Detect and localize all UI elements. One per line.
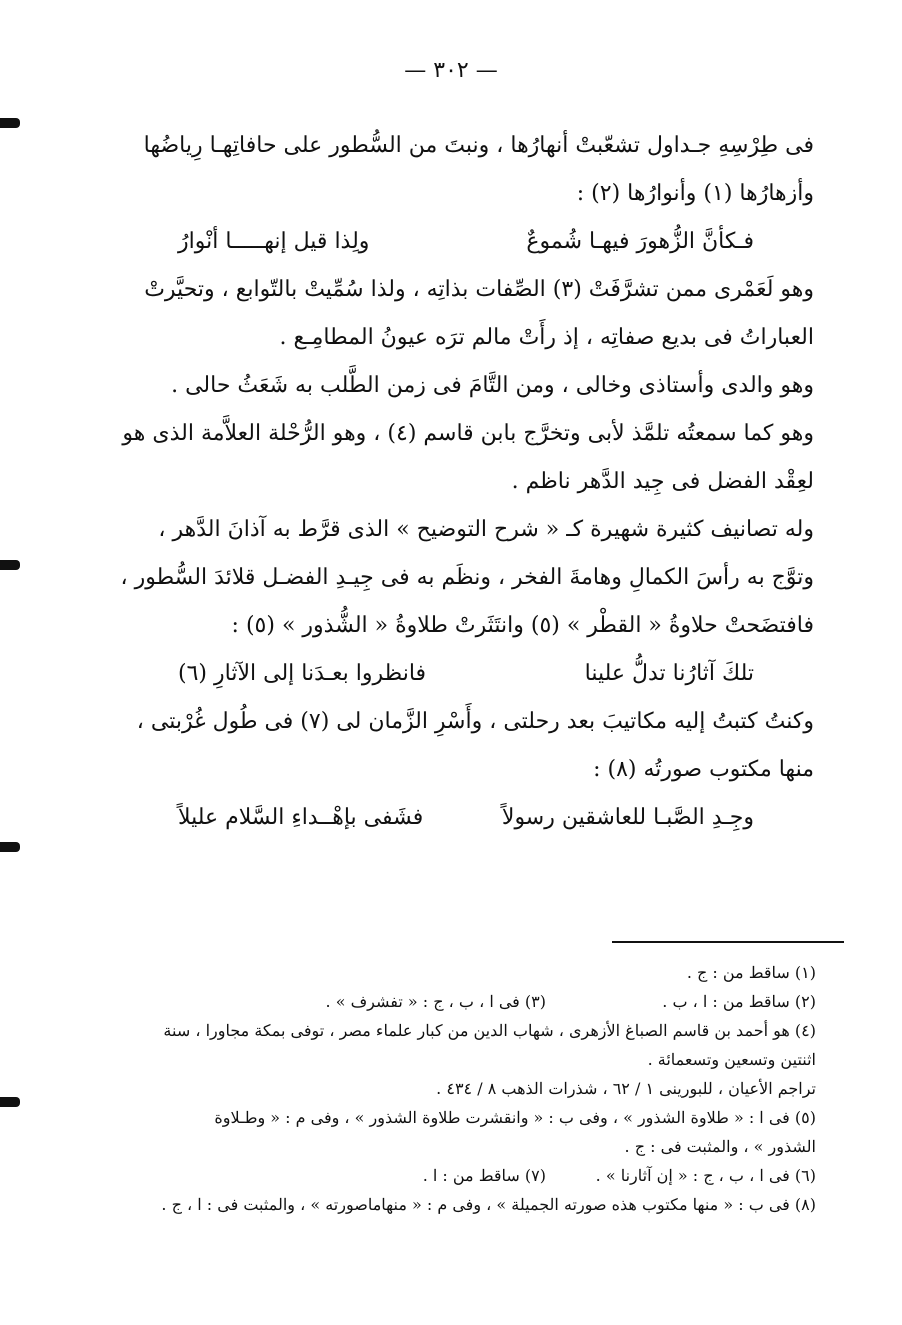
footnote-continuation: تراجم الأعيان ، للبورينى ١ / ٦٢ ، شذرات الذهب ٨ / ٤٣٤ .	[436, 1079, 816, 1098]
text-line: وأزهارُها (١) وأنوارُها (٢) :	[576, 181, 814, 206]
verse-second-hemistich: فشَفى بإهْــداءِ السَّلام عليلاً	[178, 805, 424, 830]
footnote: (١) ساقط من : ج .	[686, 963, 816, 982]
text-line: وهو لَعَمْرى ممن تشرَّفَتْ (٣) الصِّفات بذاتِه ، ولذا سُمِّيتْ بالتّوابع ، وتحيَّرتْ	[144, 277, 814, 302]
verse-first-hemistich: وجِـدِ الصَّبـا للعاشقين رسولاً	[501, 805, 754, 830]
verse-first-hemistich: فـكأنَّ الزُّهورَ فيهـا شُموعٌ	[526, 229, 754, 254]
footnotes	[104, 958, 816, 1219]
footnote: (٥) فى ا : « طلاوة الشذور » ، وفى ب : « وانقشرت طلاوة الشذور » ، وفى م : « وطـلاوة	[214, 1108, 816, 1127]
page-number: — ٣٠٢ —	[404, 58, 498, 83]
footnote: (٧) ساقط من : ا .	[422, 1166, 546, 1185]
footnote: (٣) فى ا ، ب ، ج : « تفشرف » .	[325, 992, 546, 1011]
footnote: (٢) ساقط من : ا ، ب .	[662, 992, 816, 1011]
text-line: منها مكتوب صورتُه (٨) :	[593, 757, 814, 782]
footnote-separator	[612, 941, 844, 943]
verse-first-hemistich: تلكَ آثارُنا تدلُّ علينا	[584, 661, 754, 686]
text-line: وله تصانيف كثيرة شهيرة كـ « شرح التوضيح » الذى قرَّط به آذانَ الدَّهر ،	[158, 517, 814, 542]
margin-mark	[0, 842, 20, 852]
verse-line	[98, 794, 814, 842]
footnote: (٨) فى ب : « منها مكتوب هذه صورته الجميلة » ، وفى م : « منهاماصورته » ، والمثبت فى : ا ، ج .	[161, 1195, 816, 1214]
main-text	[98, 122, 814, 842]
text-line: وكنتُ كتبتُ إليه مكاتيبَ بعد رحلتى ، وأَسْرِ الزَّمان لى (٧) فى طُول غُرْبتى ،	[136, 709, 814, 734]
margin-mark	[0, 1097, 20, 1107]
footnote-pair	[104, 987, 816, 1016]
footnote-continuation: الشذور » ، والمثبت فى : ج .	[624, 1137, 816, 1156]
verse-second-hemistich: فانظروا بعـدَنا إلى الآثارِ (٦)	[178, 661, 427, 686]
verse-line	[98, 218, 814, 266]
footnote-pair	[104, 1161, 816, 1190]
footnote: (٤) هو أحمد بن قاسم الصباغ الأزهرى ، شهاب الدين من كبار علماء مصر ، توفى بمكة مجاورا ، سنة	[163, 1021, 816, 1040]
footnote-continuation: اثنتين وتسعين وتسعمائة .	[647, 1050, 816, 1069]
text-line: وهو والدى وأستاذى وخالى ، ومن التَّامَ فى زمن الطَّلب به شَعَثُ حالى .	[171, 373, 814, 398]
verse-second-hemistich: ولِذا قيل إنهـــــا أنْوارُ	[178, 229, 370, 254]
margin-mark	[0, 118, 20, 128]
margin-mark	[0, 560, 20, 570]
text-line: وهو كما سمعتُه تلمَّذ لأبى وتخرَّج بابن قاسم (٤) ، وهو الرُّحْلة العلاَّمة الذى هو	[122, 421, 814, 446]
text-line: العباراتُ فى بديع صفاتِه ، إذ رأَتْ مالم ترَه عيونُ المطامِـع .	[279, 325, 814, 350]
text-line: لعِقْد الفضل فى جِيد الدَّهر ناظم .	[511, 469, 814, 494]
text-line: فى طِرْسِهِ جـداول تشعّبتْ أنهارُها ، ونبتَ من السُّطور على حافاتِهـا رِياضُها	[143, 133, 814, 158]
footnote: (٦) فى ا ، ب ، ج : « إن آثارنا » .	[595, 1166, 816, 1185]
verse-line	[98, 650, 814, 698]
text-line: فافتضَحتْ حلاوةُ « القطْر » (٥) وانتَثَرتْ طلاوةُ « الشُّذور » (٥) :	[231, 613, 814, 638]
text-line: وتوَّج به رأسَ الكمالِ وهامةَ الفخر ، ونظَم به فى جِيـدِ الفضـل قلائدَ السُّطور ،	[120, 565, 814, 590]
